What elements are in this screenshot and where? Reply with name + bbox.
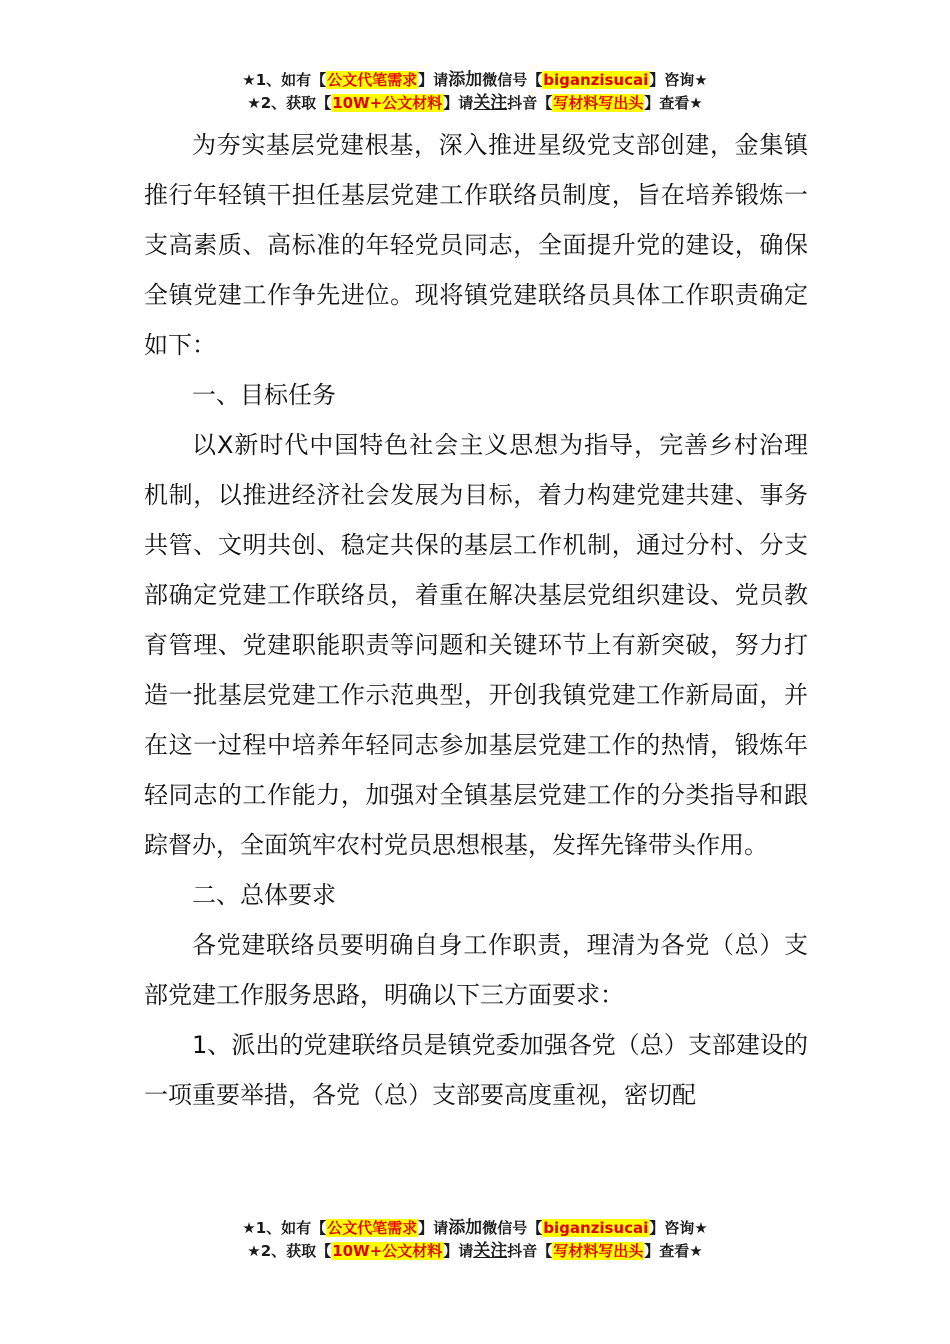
promo-highlight: 10W+公文材料: [332, 94, 443, 112]
document-body: [144, 120, 808, 1120]
promo-highlight-douyin: 写材料写出头: [553, 94, 644, 112]
promo-text: 】请: [418, 1219, 449, 1237]
promo-text: 】请: [443, 94, 474, 112]
goals-paragraph: 以X新时代中国特色社会主义思想为指导，完善乡村治理机制，以推进经济社会发展为目标，着力构建党建共建、事务共管、文明共创、稳定共保的基层工作机制，通过分村、分支部确定党建工作联络员，着重在解决基层党组织建设、党员教育管理、党建职能职责等问题和关键环节上有新突破，努力打造一批基层党建工作示范典型，开创我镇党建工作新局面，并在这一过程中培养年轻同志参加基层党建工作的热情，锻炼年轻同志的工作能力，加强对全镇基层党建工作的分类指导和跟踪督办，全面筑牢农村党员思想根基，发挥先锋带头作用。: [144, 431, 808, 859]
promo-line-1: [0, 69, 950, 92]
promo-highlight: 10W+公文材料: [332, 1242, 443, 1260]
promo-emphasis: 添加: [448, 70, 483, 90]
promo-emphasis: 添加: [448, 1218, 483, 1238]
requirement-item-1: 1、派出的党建联络员是镇党委加强各党（总）支部建设的一项重要举措，各党（总）支部要高度重视，密切配: [144, 1031, 808, 1109]
promo-text: 】请: [418, 71, 449, 89]
promo-text: 微信号【: [482, 1219, 543, 1237]
promo-text: 微信号【: [482, 71, 543, 89]
promo-text: 抖音【: [507, 1242, 553, 1260]
promo-line-2: [0, 92, 950, 115]
promo-banner-top: [0, 69, 950, 115]
promo-banner-bottom: [0, 1217, 950, 1263]
promo-emphasis: 关注: [473, 93, 508, 113]
promo-emphasis: 关注: [473, 1241, 508, 1261]
promo-highlight: 公文代笔需求: [327, 71, 418, 89]
promo-text: ★2、获取【: [247, 1242, 332, 1260]
promo-text: 】请: [443, 1242, 474, 1260]
promo-line-2: [0, 1240, 950, 1263]
promo-text: 抖音【: [507, 94, 553, 112]
promo-highlight-wechat: biganzisucai: [543, 71, 649, 89]
promo-text: 】咨询★: [649, 71, 708, 89]
promo-text: ★1、如有【: [242, 71, 327, 89]
promo-highlight-douyin: 写材料写出头: [553, 1242, 644, 1260]
promo-text: 】查看★: [644, 94, 703, 112]
promo-text: 】查看★: [644, 1242, 703, 1260]
promo-line-1: [0, 1217, 950, 1240]
intro-paragraph: 为夯实基层党建根基，深入推进星级党支部创建，金集镇推行年轻镇干担任基层党建工作联络员制度，旨在培养锻炼一支高素质、高标准的年轻党员同志，全面提升党的建设，确保全镇党建工作争先进位。现将镇党建联络员具体工作职责确定如下：: [144, 131, 808, 359]
section-heading-2: 二、总体要求: [192, 881, 336, 909]
promo-highlight-wechat: biganzisucai: [543, 1219, 649, 1237]
section-heading-1: 一、目标任务: [192, 381, 336, 409]
promo-text: ★1、如有【: [242, 1219, 327, 1237]
promo-text: 】咨询★: [649, 1219, 708, 1237]
promo-highlight: 公文代笔需求: [327, 1219, 418, 1237]
promo-text: ★2、获取【: [247, 94, 332, 112]
requirements-paragraph: 各党建联络员要明确自身工作职责，理清为各党（总）支部党建工作服务思路，明确以下三方面要求：: [144, 931, 808, 1009]
